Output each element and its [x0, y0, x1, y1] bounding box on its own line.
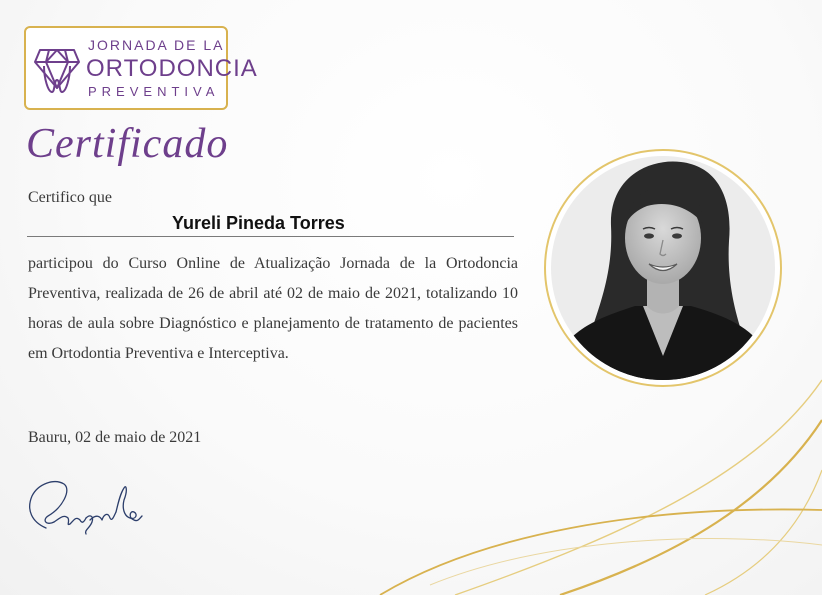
certificate-title: Certificado [26, 121, 229, 167]
event-logo [24, 26, 258, 110]
logo-line-2: ORTODONCIA [86, 55, 258, 82]
name-underline [27, 236, 514, 237]
logo-line-1: JORNADA DE LA [88, 37, 225, 53]
logo-line-3: PREVENTIVA [88, 84, 220, 99]
certify-intro: Certifico que [28, 189, 112, 206]
recipient-name: Yureli Pineda Torres [172, 213, 345, 233]
tooth-diamond-icon [32, 42, 82, 96]
recipient-photo [551, 156, 775, 380]
handwritten-signature [24, 470, 144, 540]
certificate-body: participou do Curso Online de Atualização Jornada de la Ortodoncia Preventiva, realizada de 26 de abril até 02 de maio de 2021, totalizando 10 horas de aula sobre Diagnóstico e planejamento de tratamento de pacientes em Ortodontia Preventiva e Interceptiva. [28, 255, 518, 362]
place-and-date: Bauru, 02 de maio de 2021 [28, 429, 202, 446]
